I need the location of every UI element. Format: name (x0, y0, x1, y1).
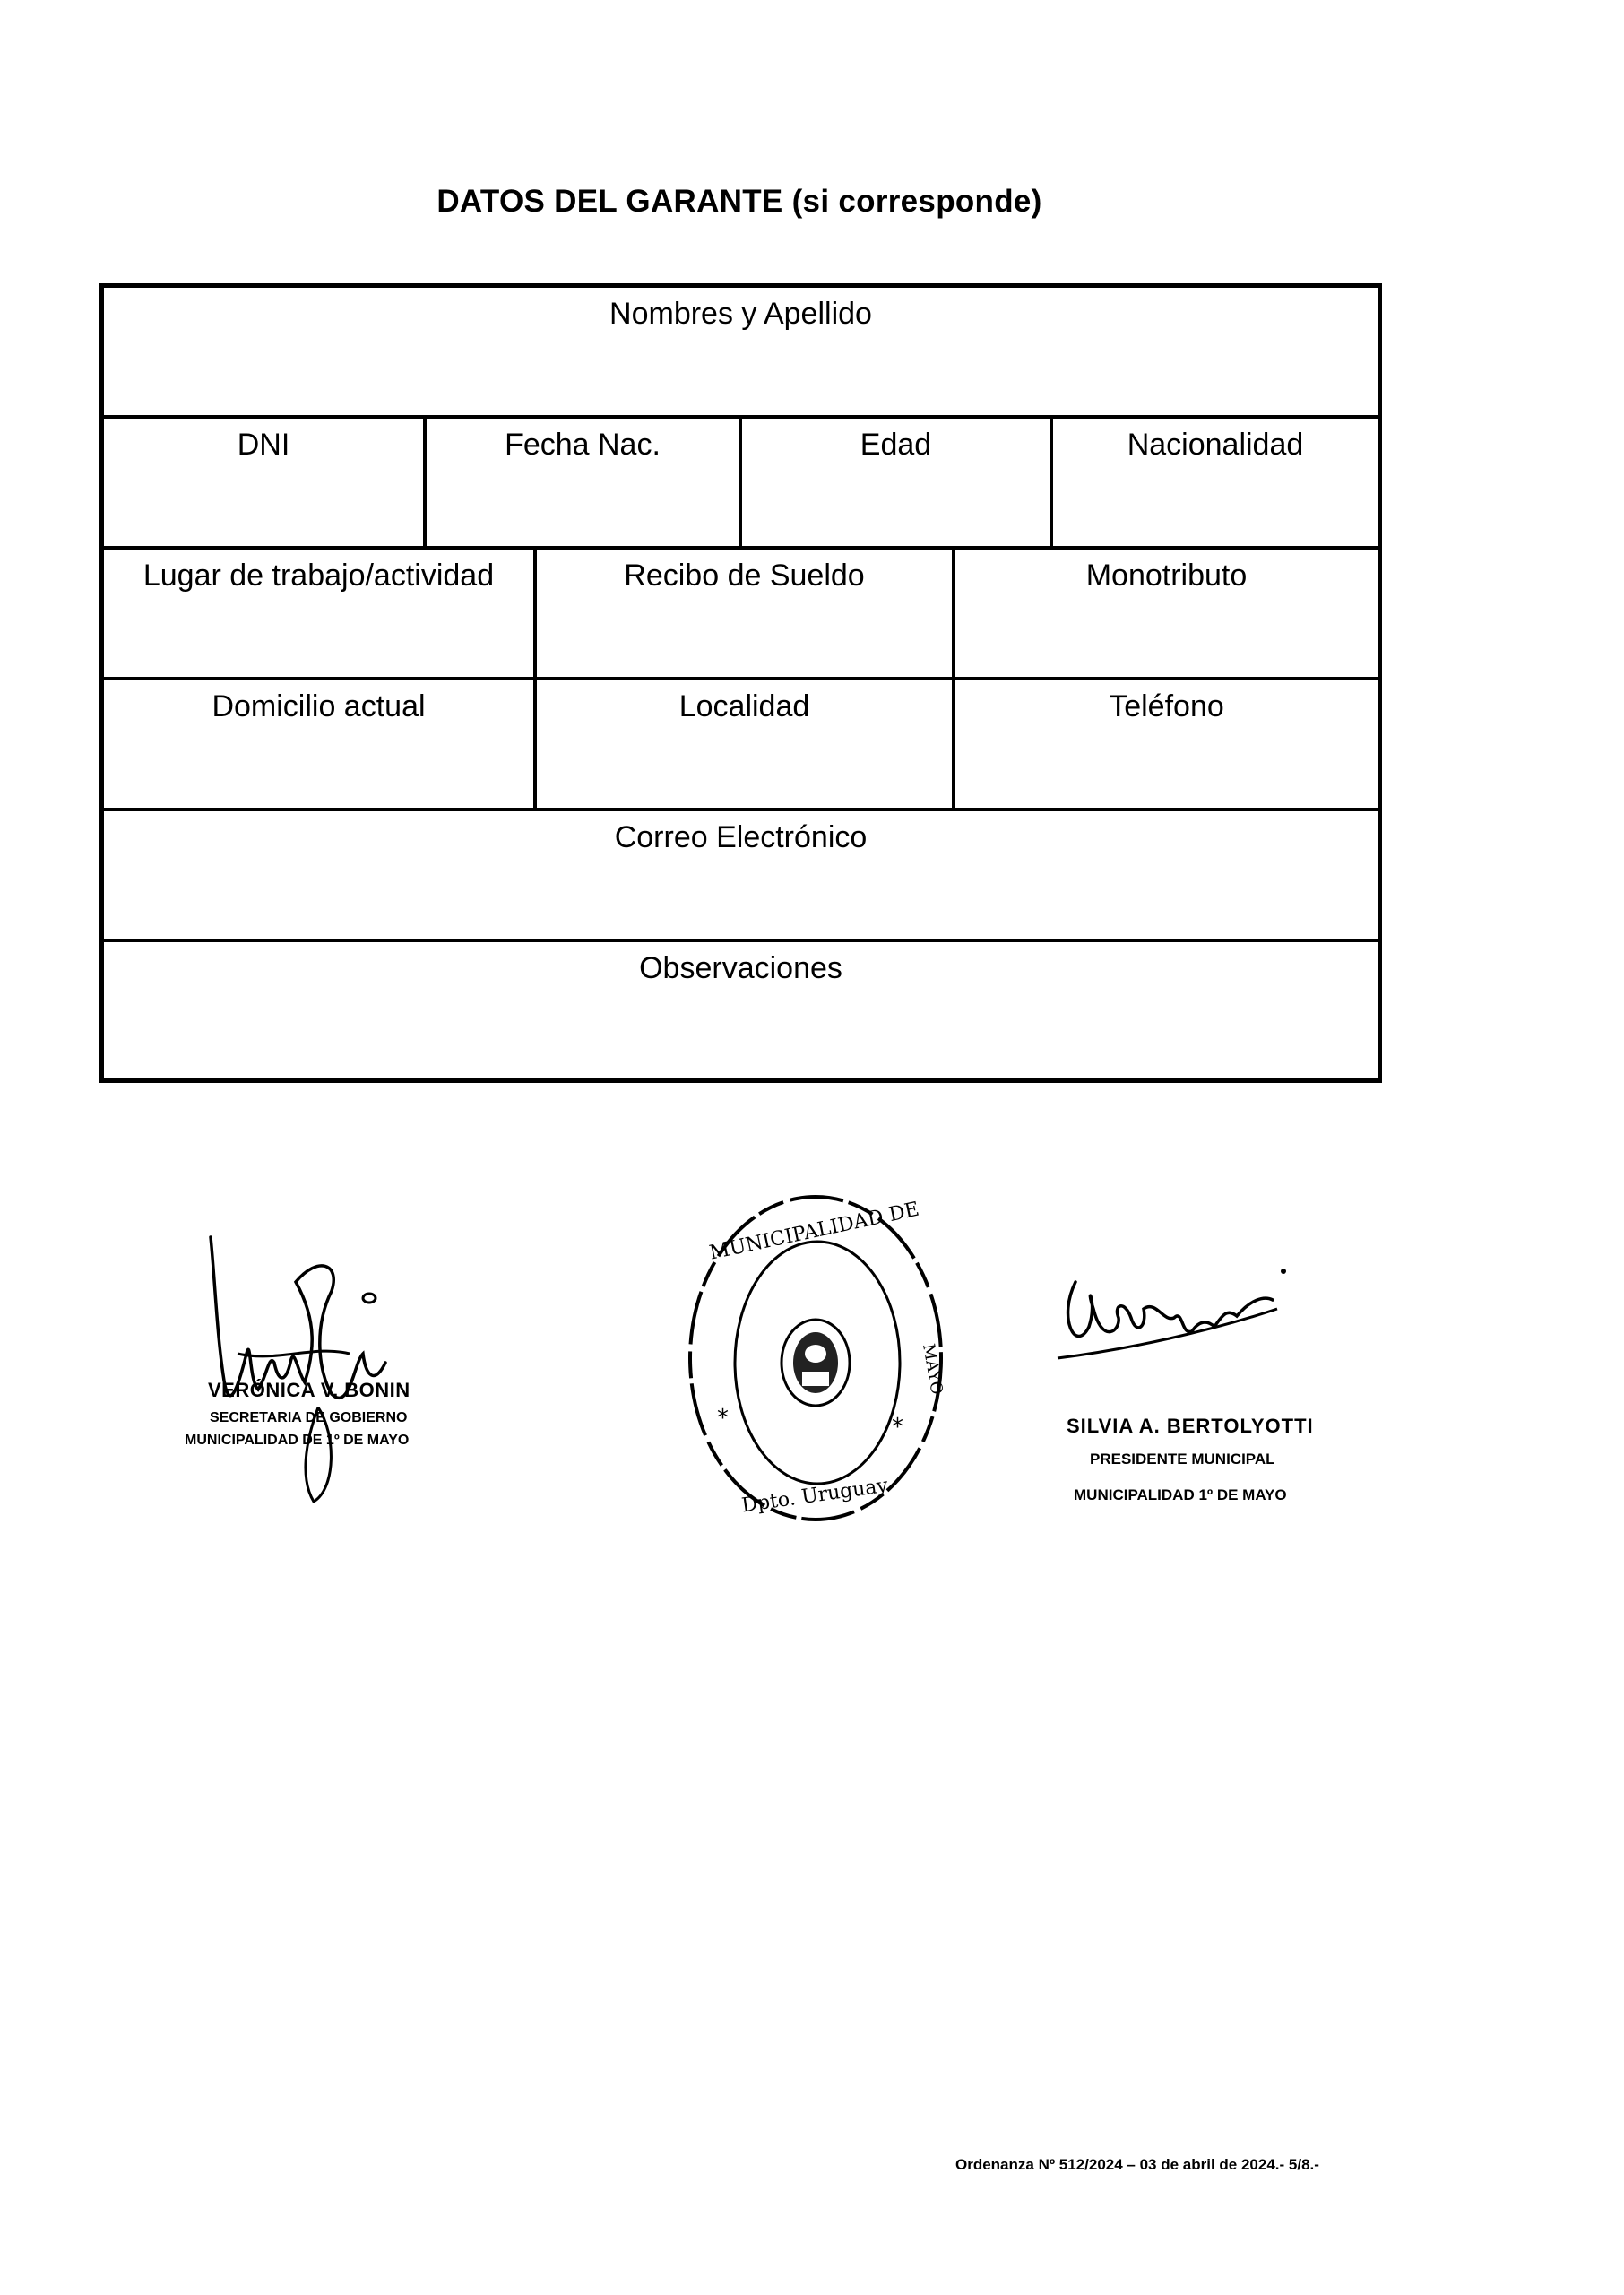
field-observaciones[interactable]: Observaciones (639, 951, 842, 985)
field-telefono[interactable]: Teléfono (1109, 689, 1224, 723)
field-fecha-nac[interactable]: Fecha Nac. (427, 419, 742, 546)
municipal-seal (681, 1183, 950, 1533)
guarantor-form-table (99, 283, 1382, 1083)
form-row-work (104, 550, 1378, 680)
signatory-right-org: MUNICIPALIDAD 1º DE MAYO (1074, 1486, 1287, 1503)
field-lugar-trabajo[interactable]: Lugar de trabajo/actividad (104, 550, 537, 677)
field-localidad[interactable]: Localidad (537, 680, 955, 808)
form-row-identity (104, 419, 1378, 550)
handwritten-signature-right (1049, 1246, 1317, 1372)
field-nacionalidad[interactable]: Nacionalidad (1127, 428, 1304, 462)
seal-stamp-icon (681, 1183, 950, 1533)
svg-text:Dpto. Uruguay: Dpto. Uruguay (739, 1474, 890, 1518)
signatory-left-name: VERÓNICA V. BONIN (208, 1379, 410, 1401)
signature-block-left (161, 1228, 484, 1515)
form-row-observations (104, 942, 1378, 1078)
svg-text:MUNICIPALIDAD DE: MUNICIPALIDAD DE (707, 1198, 921, 1265)
signatory-right-role: PRESIDENTE MUNICIPAL (1090, 1451, 1275, 1468)
signatory-left-role: SECRETARIA DE GOBIERNO (210, 1410, 408, 1425)
signature-block-right (1049, 1246, 1371, 1533)
svg-text:MAYO: MAYO (919, 1342, 946, 1397)
page-title: DATOS DEL GARANTE (si corresponde) (436, 184, 1042, 219)
field-dni[interactable]: DNI (104, 419, 427, 546)
field-edad[interactable]: Edad (742, 419, 1053, 546)
form-row-email (104, 811, 1378, 942)
form-row-names (104, 288, 1378, 419)
field-domicilio-actual[interactable]: Domicilio actual (104, 680, 537, 808)
form-row-address (104, 680, 1378, 811)
field-monotributo[interactable]: Monotributo (1085, 559, 1248, 593)
signatory-left-org: MUNICIPALIDAD DE 1º DE MAYO (185, 1433, 410, 1448)
field-recibo-sueldo[interactable]: Recibo de Sueldo (537, 550, 955, 677)
handwritten-signature-left (161, 1228, 484, 1515)
svg-text:*: * (717, 1405, 729, 1432)
svg-text:*: * (892, 1414, 903, 1441)
field-nombres-apellido[interactable]: Nombres y Apellido (609, 297, 872, 331)
footer-reference: Ordenanza Nº 512/2024 – 03 de abril de 2024.- 5/8.- (955, 2156, 1319, 2173)
signatory-right-name: SILVIA A. BERTOLYOTTI (1067, 1415, 1314, 1437)
field-correo-electronico[interactable]: Correo Electrónico (614, 820, 868, 854)
